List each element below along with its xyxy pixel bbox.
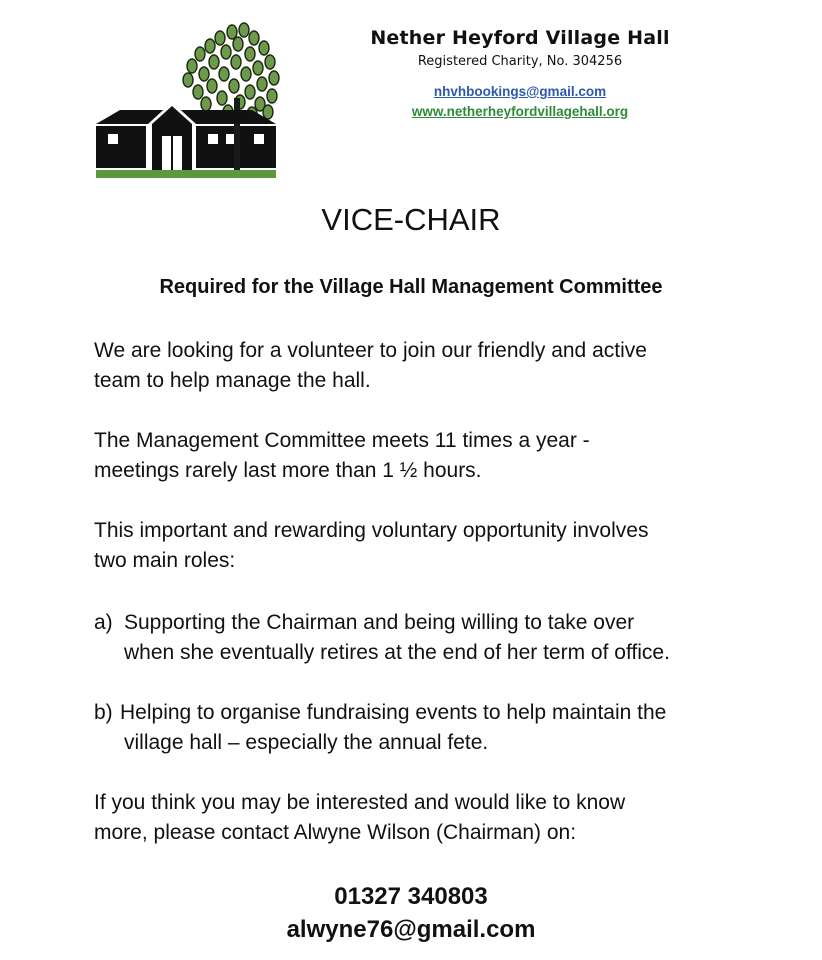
role-line: Supporting the Chairman and being willing to take over [124, 611, 635, 634]
role-item-b [94, 698, 754, 758]
village-hall-logo [92, 18, 282, 180]
list-marker: a) [94, 611, 113, 634]
page-title: VICE-CHAIR [321, 202, 501, 237]
page-header [330, 24, 710, 122]
intro-paragraph [94, 336, 754, 396]
contact-phone: 01327 340803 [334, 883, 488, 910]
paragraph-line: meetings rarely last more than 1 ½ hours. [94, 459, 482, 482]
organization-name: Nether Heyford Village Hall [370, 27, 670, 49]
bookings-email-link[interactable]: nhvhbookings@gmail.com [433, 84, 607, 99]
role-line: Helping to organise fundraising events to help maintain the [120, 701, 667, 724]
paragraph-line: If you think you may be interested and would like to know [94, 791, 626, 814]
paragraph-line: The Management Committee meets 11 times a year - [94, 429, 590, 452]
roles-intro-paragraph [94, 516, 754, 576]
closing-paragraph [94, 788, 754, 848]
role-line: village hall – especially the annual fete. [124, 731, 489, 754]
role-line: when she eventually retires at the end of her term of office. [124, 641, 670, 664]
contact-email[interactable]: alwyne76@gmail.com [286, 916, 536, 943]
paragraph-line: two main roles: [94, 549, 236, 572]
website-link[interactable]: www.netherheyfordvillagehall.org [411, 104, 629, 119]
paragraph-line: We are looking for a volunteer to join our friendly and active [94, 339, 647, 362]
paragraph-line: more, please contact Alwyne Wilson (Chairman) on: [94, 821, 577, 844]
paragraph-line: team to help manage the hall. [94, 369, 371, 392]
charity-number: Registered Charity, No. 304256 [417, 54, 623, 69]
meetings-paragraph [94, 426, 754, 486]
paragraph-line: This important and rewarding voluntary opportunity involves [94, 519, 649, 542]
role-item-a [94, 608, 754, 668]
list-marker: b) [94, 701, 113, 724]
page-subtitle: Required for the Village Hall Management Committee [159, 276, 663, 298]
village-hall-tree-icon [92, 18, 282, 180]
